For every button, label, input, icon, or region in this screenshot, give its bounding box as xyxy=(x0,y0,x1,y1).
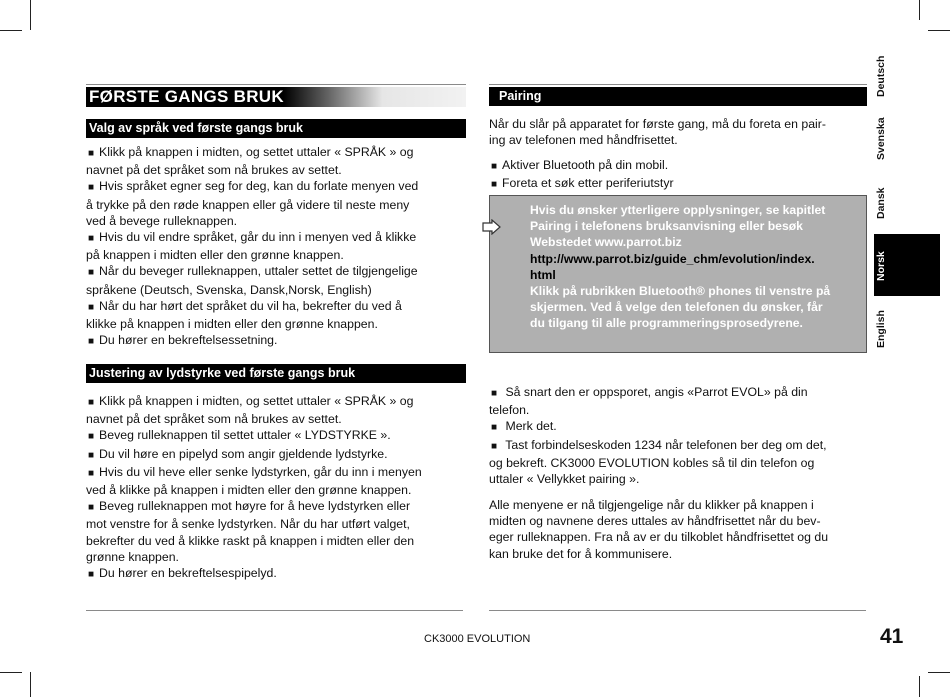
tab-english[interactable]: English xyxy=(875,310,887,348)
bullet-line: ■ Beveg rulleknappen mot høyre for å heve lydstyrken eller xyxy=(86,498,470,516)
crop-mark xyxy=(919,676,920,697)
crop-mark xyxy=(30,0,31,30)
crop-mark xyxy=(30,672,31,697)
pairing-intro xyxy=(489,116,867,148)
text-line: på knappen i midten eller den grønne knappen. xyxy=(86,248,344,263)
main-title-bar xyxy=(86,87,466,107)
top-rule-left xyxy=(86,84,466,85)
note-url-line[interactable]: html xyxy=(530,267,556,282)
bullet-line: ■ Hvis du vil endre språket, går du inn i menyen ved å klikke xyxy=(86,229,470,247)
note-url-line[interactable]: http://www.parrot.biz/guide_chm/evolution/index. xyxy=(530,251,815,266)
bullet-line: ■ Når du beveger rulleknappen, uttaler settet de tilgjengelige xyxy=(86,263,470,281)
text-line: ved å bevege rulleknappen. xyxy=(86,213,238,228)
bullet-line: ■ Du hører en bekreftelsespipelyd. xyxy=(86,565,470,583)
text-line: Alle menyene er nå tilgjengelige når du klikker på knappen i xyxy=(489,498,814,512)
bullet-line: ■ Merk det. xyxy=(489,418,867,436)
text-line: språkene (Deutsch, Svenska, Dansk,Norsk, English) xyxy=(86,282,372,297)
tab-dansk[interactable]: Dansk xyxy=(875,187,887,219)
bottom-rule-left xyxy=(86,610,463,611)
pairing-steps-b xyxy=(489,384,867,487)
bullet-line: ■ Så snart den er oppsporet, angis «Parrot EVOL» på din xyxy=(489,384,867,402)
bullet-line: ■ Beveg rulleknappen til settet uttaler « LYDSTYRKE ». xyxy=(86,427,470,445)
text-line: grønne knappen. xyxy=(86,549,179,564)
pairing-closing xyxy=(489,497,867,562)
crop-mark xyxy=(928,672,950,673)
tab-svenska[interactable]: Svenska xyxy=(875,117,887,160)
text-line: navnet på det språket som nå brukes av settet. xyxy=(86,163,342,178)
crop-mark xyxy=(919,0,920,20)
bullet-line: ■ Foreta et søk etter periferiutstyr xyxy=(489,175,867,193)
volume-section-body xyxy=(86,393,470,583)
bullet-line: ■ Du vil høre en pipelyd som angir gjeldende lydstyrke. xyxy=(86,446,470,464)
text-line: og bekreft. CK3000 EVOLUTION kobles så til din telefon og xyxy=(489,455,815,470)
bullet-line: ■ Tast forbindelseskoden 1234 når telefonen ber deg om det, xyxy=(489,437,867,455)
main-title: FØRSTE GANGS BRUK xyxy=(89,87,284,106)
tab-deutsch[interactable]: Deutsch xyxy=(875,55,887,97)
top-rule-right xyxy=(489,84,867,85)
tab-norsk[interactable]: Norsk xyxy=(875,251,887,281)
bullet-line: ■ Aktiver Bluetooth på din mobil. xyxy=(489,157,867,175)
text-line: Når du slår på apparatet for første gang, må du foreta en pair- xyxy=(489,117,826,131)
bullet-line: ■ Hvis du vil heve eller senke lydstyrken, går du inn i menyen xyxy=(86,464,470,482)
text-line: midten og navnene deres uttales av håndfrisettet når du bev- xyxy=(489,514,821,529)
note-line: Pairing i telefonens bruksanvisning eller besøk xyxy=(530,219,803,234)
note-text xyxy=(530,202,866,332)
pairing-note-box xyxy=(489,195,867,353)
bottom-rule-right xyxy=(489,610,866,611)
text-line: klikke på knappen i midten eller den grønne knappen. xyxy=(86,317,378,332)
text-line: mot venstre for å senke lydstyrken. Når du har utført valget, xyxy=(86,517,410,532)
pairing-title-bar xyxy=(489,87,867,106)
language-section-title: Valg av språk ved første gangs bruk xyxy=(86,119,466,138)
note-line: skjermen. Ved å velge den telefonen du ønsker, får xyxy=(530,300,823,315)
bullet-line: ■ Hvis språket egner seg for deg, kan du forlate menyen ved xyxy=(86,178,470,196)
pairing-steps-a xyxy=(489,157,867,193)
text-line: bekrefter du ved å klikke raskt på knappen i midten eller den xyxy=(86,533,415,548)
language-section-body xyxy=(86,144,470,350)
crop-mark xyxy=(0,672,22,673)
page-number: 41 xyxy=(880,625,904,648)
bullet-line: ■ Klikk på knappen i midten, og settet uttaler « SPRÅK » og xyxy=(86,144,470,162)
note-line: Hvis du ønsker ytterligere opplysninger, se kapitlet xyxy=(530,203,826,217)
text-line: ing av telefonen med håndfrisettet. xyxy=(489,133,678,148)
text-line: telefon. xyxy=(489,403,530,418)
text-line: kan bruke det for å kommunisere. xyxy=(489,546,673,561)
crop-mark xyxy=(0,30,22,31)
text-line: ved å klikke på knappen i midten eller den grønne knappen. xyxy=(86,483,412,498)
text-line: uttaler « Vellykket pairing ». xyxy=(489,472,640,487)
crop-mark xyxy=(928,30,950,31)
note-line: du tilgang til alle programmeringsprosedyrene. xyxy=(530,316,803,331)
text-line: eger rulleknappen. Fra nå av er du tilkoblet håndfrisettet og du xyxy=(489,530,829,545)
volume-section-title: Justering av lydstyrke ved første gangs bruk xyxy=(86,364,466,383)
bullet-line: ■ Klikk på knappen i midten, og settet uttaler « SPRÅK » og xyxy=(86,393,470,411)
arrow-right-icon xyxy=(482,219,502,235)
bullet-line: ■ Du hører en bekreftelsessetning. xyxy=(86,332,470,350)
note-line: Klikk på rubrikken Bluetooth® phones til venstre på xyxy=(530,284,831,299)
footer-product: CK3000 EVOLUTION xyxy=(424,633,531,645)
text-line: å trykke på den røde knappen eller gå videre til neste meny xyxy=(86,197,410,212)
note-line: Webstedet www.parrot.biz xyxy=(530,235,682,250)
text-line: navnet på det språket som nå brukes av settet. xyxy=(86,412,342,427)
pairing-title: Pairing xyxy=(499,89,542,103)
bullet-line: ■ Når du har hørt det språket du vil ha, bekrefter du ved å xyxy=(86,298,470,316)
